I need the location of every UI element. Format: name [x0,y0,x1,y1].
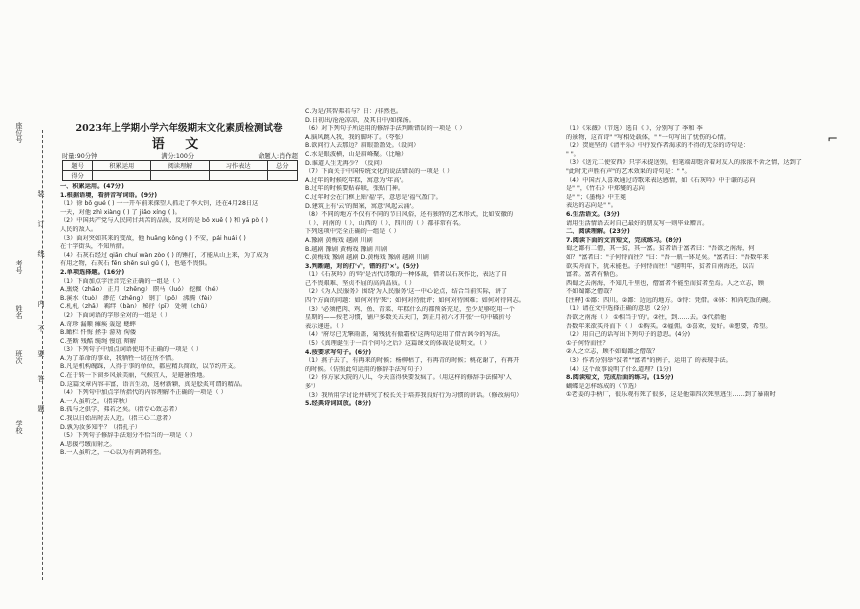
score-table-row [63,171,298,181]
question-line: 二、阅读理解。(23分) [566,228,630,236]
margin-label: 座位号 [15,122,23,143]
score-table-header: 总分 [267,161,297,171]
question-line: B.溪水（tuò） 渺茫（zhēng） 钢丁（pō） 沸腾（fèi） [60,294,216,302]
question-line: 蝴蝶是怎样练成的（节选） [566,382,641,390]
question-line: （5）下列句子修辞手法划分不恰当的一项是（ ） [60,432,196,440]
binding-cut-line [42,130,43,580]
question-line: 多'） [305,383,320,390]
question-line: 的景物，这首诗" "写相处载体，" "一句写出了忧伤的心情。 [566,133,730,141]
margin-label: 线 [37,250,45,257]
exam-author: 命题人:肖作超 [258,153,298,160]
score-cell[interactable] [93,171,151,181]
question-line: 5.经典诗词回放。(8分) [305,400,372,408]
question-line: 3.判断题，对的打'√'，错的打'×'。(5分) [305,262,419,270]
question-line: D.日初出/沧沧凉凉，及其日中/如探汤。 [305,116,415,124]
question-line: C.过年时会在门框上贴'福'字，意思是'福气盈门'。 [305,193,442,201]
column-2 [305,108,557,409]
question-line: （2）中国共产党与人民同甘共苦的品质，反对的是 bō xuē ( ) 和 yā pò ( ) [60,217,268,225]
column-1 [60,183,298,458]
margin-label: 答 [37,375,45,382]
question-line: 2.单项选择题。(16分) [60,268,125,276]
question-line: A.奇珍 漏顺 瘫痪 轰逗 蟋蟀 [60,320,136,328]
score-table [62,160,298,181]
question-line: 有用之物，石灰石 fēn shēn suì gǔ ( )，也毫不畏惧。 [60,260,211,268]
question-line: C.为是/其智弗若与？日：/非然也。 [305,108,403,115]
question-line: （2）下面词语的字形全对的一组是（ ） [60,311,172,319]
question-line: 请用生活情语去对自己最好的朋友写一则毕业赠言。 [566,219,709,227]
question-line: （4）石灰石经过 qiān chuí wàn zòo ( ) 的锤打，才能从山上来，为了成为 [60,251,269,259]
question-line: （3）'必须把肉、鸡、鱼、青菜、年糕什么的都预备充足，至少足够吃用一个 [305,305,515,313]
question-line: （1）《石灰吟》的'吟'是古代诗歌的一种体裁，借者以石灰作比，表达了自 [305,271,508,279]
question-line: （3）作者分别举"贫者""富者"的例子，运用了 的表现手法。 [566,357,732,365]
question-line: " "。 [566,150,580,158]
question-line: （1）请在文中选择正确的意思（2分） [566,305,673,313]
question-line: B.一人虽听之，一心以为有鸿鹄将至。 [60,449,166,457]
margin-label: 内 [37,300,45,307]
question-line: ①老姜的手柄厂，很乐观有死了很多，这是他第四次死里逃生……到了暴雨时 [566,391,776,399]
question-line: 8.阅读短文，完成后面的练习。(15分) [566,374,674,382]
question-line: （2）用自己的话写出下列句子的意思。(4分) [566,331,691,339]
score-table-header: 题号 [63,161,93,171]
margin-label: 考号 [15,260,23,274]
question-line: A.思援弓缴而射之。 [60,440,116,448]
question-line: A.脑风跳入我，我的脚坏了。（夸张） [305,133,407,141]
question-line: （2）你方家大院的八儿，今天喜得快要发疯了。（用这样的修辞手法描写'人 [305,374,512,382]
time-limit: 时量:90分钟 [62,153,98,160]
score-table-header-row [63,161,298,171]
question-line: 在十字街头，不知所措。 [60,243,129,251]
score-table-header: 积累运用 [93,161,151,171]
question-line: 4.按要求写句子。(6分) [305,348,372,356]
question-line: A.熏烧（zhāo） 正月（zhēng） 瞑马（luó） 挖掘（hé） [60,286,222,294]
question-line: （1）燕子去了，有再来的时候；杨柳枯了，有再青的时候；桃花谢了，有再开 [305,357,520,365]
question-line: 是" "；《墨梅》中王冕 [566,193,627,201]
question-line: [注释] ①鄙：四川。②鄙：边远的地方。③恃：凭借。④钵：和尚吃饭的碗。 [566,296,775,304]
question-line: （1）徐 bō gué ( ) 一一开车前来探望人抓走了李大钊，还在4月28日这 [60,200,259,208]
question-line: 蜀之鄙有二僧，其一贫，其一富。贫者语于富者曰："吾欲之南海，何 [566,245,755,253]
question-line: 1.根据语境，看拼音写词语。(9分) [60,191,158,199]
question-line: B.瞰栏 忏悔 拯手 游劝 佝偻 [60,329,136,337]
question-line: ①子何恃而往？ [566,339,609,347]
question-line: （2）《为人民服务》围绕'为人民服务'这一中心论点，结合当前实际，讲了 [305,288,508,296]
question-line: B.凡是机构魄踩，人得于事的单位，都应精兵简政，以节约开支。 [60,363,240,371]
question-line: （2）贺庭坚的《清平乐》中抒发作者渴求的不得的无奈的诗句是： [566,142,750,150]
question-line: （3）面对突如其来的变故，他 huāng kǒng ( ) 不安，pái huái ( ) [60,234,246,242]
margin-label: 不 [37,325,45,332]
question-line: 星期的——按老习惯，铺户多数关五天门，到正月初六才开张'一句中破折号 [305,314,511,322]
question-line: C.黄梅戏 豫剧 越剧 D.黄梅戏 豫剧 越剧 川剧 [305,254,429,262]
exam-title: 2023年上学期小学六年级期末文化素质检测试卷 [75,123,283,134]
score-table-header: 习作表达 [209,161,267,171]
question-line: 四个方面的问题：如何对待'死'；如何对待批评；如何对待困难；如何对待同志。 [305,297,525,305]
margin-label: 班次 [15,350,23,364]
question-line: 吾数年来欲买舟而下（ ） ①购买。②雇佣。③喜欢，爱好。④想要，希望。 [566,322,772,330]
question-line: （3）我所用学讨论并研究了校长关于培养我良好行为习惯的讲话。（修改病句） [305,391,523,399]
question-line: B.孤与之俱学，弗若之矣。（指专心致志者） [60,406,181,414]
question-line: （4）下列句中加点字所指代的内容理解不正确的一项是（ ） [60,389,227,397]
margin-label: 要 [37,350,45,357]
question-line: （ ）、河南的（ ）、山西的（ ）、四川的（ ）都非常有名。 [305,219,465,227]
question-line: （8）不同的地方不仅有不同的节日风俗，还有独特的艺术形式，比如安徽的 [305,211,514,219]
question-line: "此时无声胜有声"的艺术效果的诗句是：" "。 [566,167,691,175]
margin-label: 姓名 [15,305,23,319]
question-line: 表示递进。（ ） [305,322,348,330]
question-line: C.在于转一下窗乡风景美丽，气候宜人，是避暑胜地。 [60,372,209,380]
question-line: 是" "，《竹石》中郑燮的志向 [566,185,645,193]
question-line: （6）对下列句子所运用的修辞手法判断错误的一项是（ ） [305,125,466,133]
question-line: ②人之立志，顾不如蜀鄙之僧哉？ [566,348,659,356]
question-line: A.一人虽听之。（指弈秋） [60,397,132,405]
question-line: 己不畏艰难、坚贞不屈的高尚品质。（ ） [305,279,416,287]
question-line: C.札札（zhā） 羁绊（bàn） 秘抒（pī） 处境（chǔ） [60,303,211,311]
question-line: 如？"富者曰："子何恃而往？"曰："吾一瓶一钵足矣。"富者曰："吾数年来 [566,253,769,261]
question-line: D.谁道人生无再少？（反问） [305,159,386,167]
column-3 [566,125,818,400]
score-row-label: 得分 [63,171,93,181]
question-line: （4）'府尽已无擎雨盖，菊残犹有傲霜枝'这两句运用了借古讽今的写法。 [305,331,505,339]
question-line: 西蜀之去南海，不知几千里也，僧富者不能至而贫者至焉。人之立志，顾 [566,279,764,287]
margin-label: 订 [37,220,45,227]
question-line: B.过年的时候要贴春联，张贴门神。 [305,185,405,193]
binding-margin [8,120,56,590]
question-line: （1）下面加点字注音完全正确的一组是（ ） [60,277,184,285]
question-line: （1）《采薇》（节选）选自《 》，分别写了 季和 季 [566,125,703,132]
question-line: C.垄断 残酷 缆绳 慢谊 辩解 [60,337,137,345]
question-line: 富者。富者有惭色。 [566,271,622,279]
question-line: 下列选项中完全正确的一组是（ ） [305,228,400,236]
question-line: B.越剧 豫剧 黄梅戏 豫剧 川剧 [305,245,388,253]
question-line: D.孰为汝多知乎？（指孔子） [60,423,141,431]
question-line: A.豫剧 黄梅戏 越剧 川剧 [305,236,373,244]
question-line: C.我以日始出时去人近。（指三心二意者） [60,415,175,423]
question-line: 7.阅读下面的文言短文，完成练习。(8分) [566,236,682,244]
margin-label: 学校 [15,420,23,434]
corner-mark: ⌐ [827,132,838,147]
question-line: 6.生活语文。(3分) [566,210,620,218]
margin-label: 装 [37,190,45,197]
margin-label: 题 [37,405,45,412]
exam-meta [62,151,298,160]
score-cell[interactable] [151,171,209,181]
question-line: 人民的敌人。 [60,225,98,233]
question-line: C.水是眼波横，山是眉峰聚。（比喻） [305,150,408,158]
question-line: A.为了革命的事业，我牺牲一切在所不惜。 [60,354,178,362]
question-line: （4）中国古人喜欢通过诗歌来表达感情，如《石灰吟》中于谦的志向 [566,176,756,184]
question-line: D.这篇文章内容丰富，语言生动，选材新颖，真是脍炙可谓的精品。 [60,380,247,388]
question-line: （4）这个故事说明了什么道理？(1分) [566,365,672,373]
question-line: 一、积累运用。(47分) [60,183,124,190]
question-line: 不如蜀鄙之僧哉？ [566,288,616,296]
question-line: 吾欲之南海（ ） ①相当于'的'。②往，到……去。③代指他 [566,314,727,322]
question-line: 一天，对他 zhì xiàng ( ) 了 jiǎo xíng ( )。 [60,208,181,216]
question-line: B.欲问行人去那边？眉眼盈盈处。（设问） [305,142,420,150]
question-line: D.建筑上有'云'的图案，寓意'风起云涌'。 [305,202,418,210]
score-cell[interactable] [209,171,267,181]
score-table-header: 阅读理解 [151,161,209,171]
question-line: （5）《真理诞生于一百个问号之后》这篇课文的体裁是说明文。（ ） [305,340,491,348]
score-cell[interactable] [267,171,297,181]
question-line: 表达的志向是" "。 [566,202,617,210]
subject-title: 语 文 [151,137,207,152]
question-line: （7）下面关于中国传统文化的说法错误的一项是（ ） [305,168,454,176]
question-line: （3）下列句子中加点词语使用不正确的一项是（ ） [60,346,203,354]
question-line: （3）《送元二使安西》只字未提送别，但笔端却饱含着对友人的浓浓不舍之情，达到了 [566,159,802,167]
question-line: A.过年的时候吃年糕，寓意为'年高'。 [305,176,408,184]
question-line: 的时候。（仿照此句运用的修辞手法写句子） [305,365,426,373]
full-score: 满分:100分 [161,153,195,160]
question-line: 欲买舟而下，犹未能也。子何恃而往！"越明年，贫者自南海还，以告 [566,262,755,270]
